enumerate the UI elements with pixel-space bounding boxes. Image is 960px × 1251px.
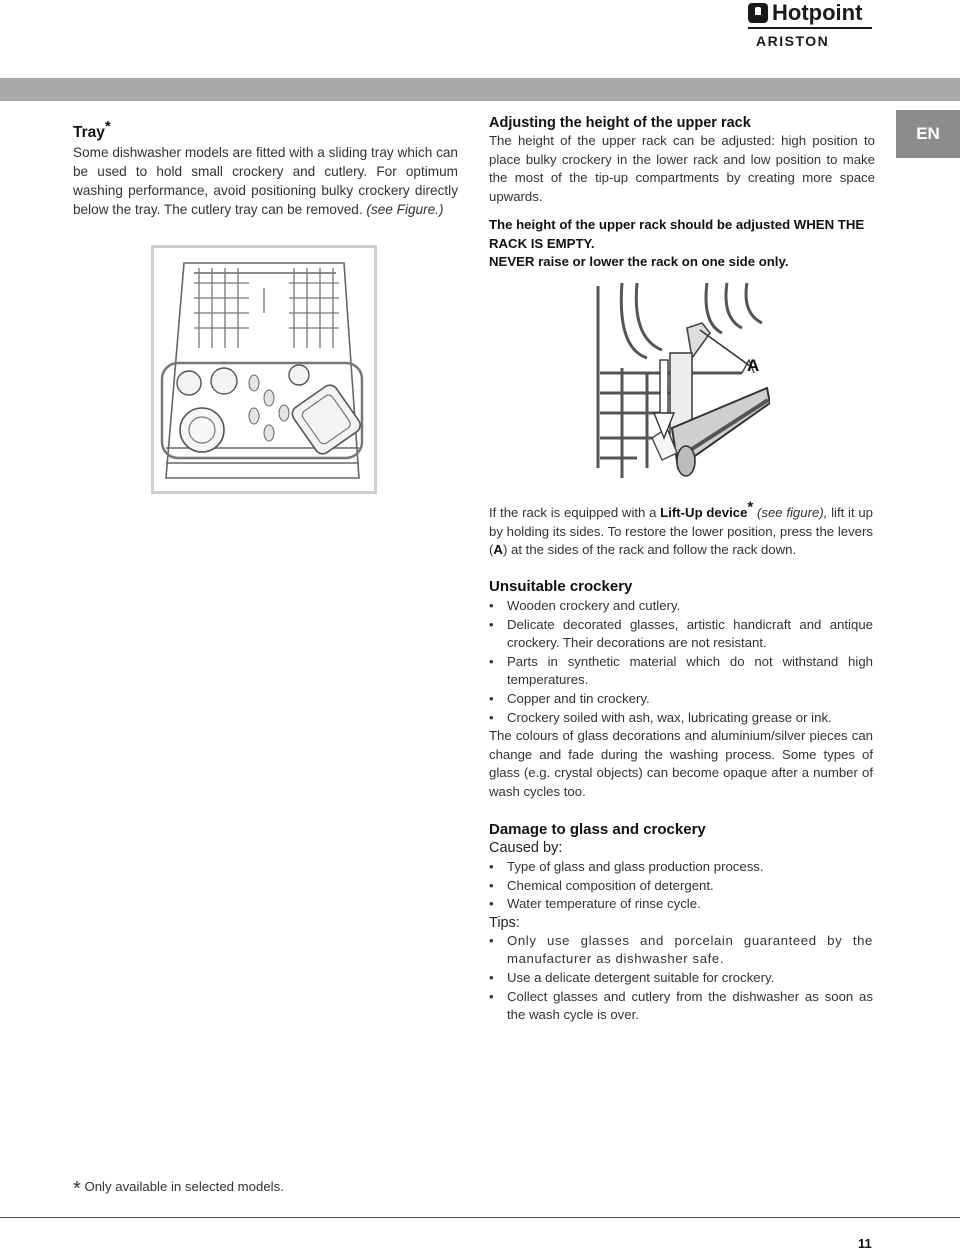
lift-up-figure	[592, 278, 770, 493]
lift-up-star: *	[747, 498, 754, 516]
list-item: • Only use glasses and porcelain guaranteed by the manufacturer as dishwasher safe.	[489, 932, 873, 969]
brand-name: Hotpoint	[772, 0, 863, 25]
lift-up-post: ) at the sides of the rack and follow the rack down.	[502, 542, 797, 557]
damage-causes-list	[489, 858, 873, 914]
footnote-star: *	[73, 1178, 81, 1200]
list-item: • Copper and tin crockery.	[489, 690, 873, 709]
footnote-text: Only available in selected models.	[84, 1179, 284, 1194]
brand-logo	[748, 0, 872, 56]
logo-mark-icon	[748, 3, 768, 23]
damage-tips-label: Tips:	[489, 914, 520, 931]
tray-rack-illustration	[154, 248, 374, 491]
unsuitable-section	[489, 578, 873, 802]
upper-rack-title: Adjusting the height of the upper rack	[489, 115, 751, 131]
damage-section	[489, 821, 873, 1025]
tray-star: *	[104, 118, 111, 135]
list-item: • Delicate decorated glasses, artistic handicraft and antique crockery. Their decorations are not resistant.	[489, 616, 873, 653]
damage-title: Damage to glass and crockery	[489, 821, 706, 838]
lift-up-illustration	[592, 278, 770, 493]
tray-title: Tray	[73, 124, 105, 142]
lift-up-see-figure: (see figure),	[756, 505, 828, 520]
upper-rack-warning-side: NEVER raise or lower the rack on one side only.	[489, 254, 789, 269]
lift-up-device: Lift-Up device	[660, 505, 748, 520]
upper-rack-warning-empty: The height of the upper rack should be adjusted WHEN THE RACK IS EMPTY.	[489, 217, 865, 251]
tray-section	[73, 118, 458, 219]
list-item: • Chemical composition of detergent.	[489, 877, 873, 896]
unsuitable-note: The colours of glass decorations and aluminium/silver pieces can change and fade during the washing process. Some types of glass (e.g. crystal objects) can become opaque after a number of wash cycles too.	[489, 728, 873, 799]
figure-label-a: A	[747, 356, 760, 375]
damage-tips-list	[489, 932, 873, 1025]
list-item: • Parts in synthetic material which do not withstand high temperatures.	[489, 653, 873, 690]
header-bar	[0, 78, 960, 101]
list-item: • Crockery soiled with ash, wax, lubricating grease or ink.	[489, 709, 873, 728]
unsuitable-title: Unsuitable crockery	[489, 578, 633, 595]
language-tab: EN	[896, 110, 960, 158]
footer-divider	[0, 1217, 960, 1218]
lift-up-mid: lift it up by holding its sides. To restore the lower position, press the levers (	[489, 505, 873, 557]
list-item: • Wooden crockery and cutlery.	[489, 597, 873, 616]
unsuitable-list	[489, 597, 873, 727]
lift-up-label: A	[493, 542, 503, 557]
lift-up-paragraph	[489, 498, 873, 560]
tray-see-figure: (see Figure.)	[366, 202, 444, 218]
upper-rack-section	[489, 115, 875, 272]
footnote	[73, 1178, 284, 1201]
logo-divider	[748, 27, 872, 29]
list-item: • Collect glasses and cutlery from the dishwasher as soon as the wash cycle is over.	[489, 988, 873, 1025]
brand-subname: ARISTON	[756, 33, 830, 49]
damage-caused-by: Caused by:	[489, 840, 563, 856]
tray-body: Some dishwasher models are fitted with a sliding tray which can be used to hold small crockery and cutlery. For optimum washing performance, avoid positioning bulky crockery directly below the tray. The cutlery tray can be removed.	[73, 145, 458, 218]
list-item: • Type of glass and glass production process.	[489, 858, 873, 877]
lift-up-pre: If the rack is equipped with a	[489, 505, 657, 520]
list-item: • Water temperature of rinse cycle.	[489, 895, 873, 914]
tray-figure	[151, 245, 377, 494]
page-number: 11	[858, 1236, 872, 1251]
upper-rack-body: The height of the upper rack can be adjusted: high position to place bulky crockery in the lower rack and low position to make the most of the tip-up compartments by creating more space upwards.	[489, 133, 875, 204]
list-item: • Use a delicate detergent suitable for crockery.	[489, 969, 873, 988]
